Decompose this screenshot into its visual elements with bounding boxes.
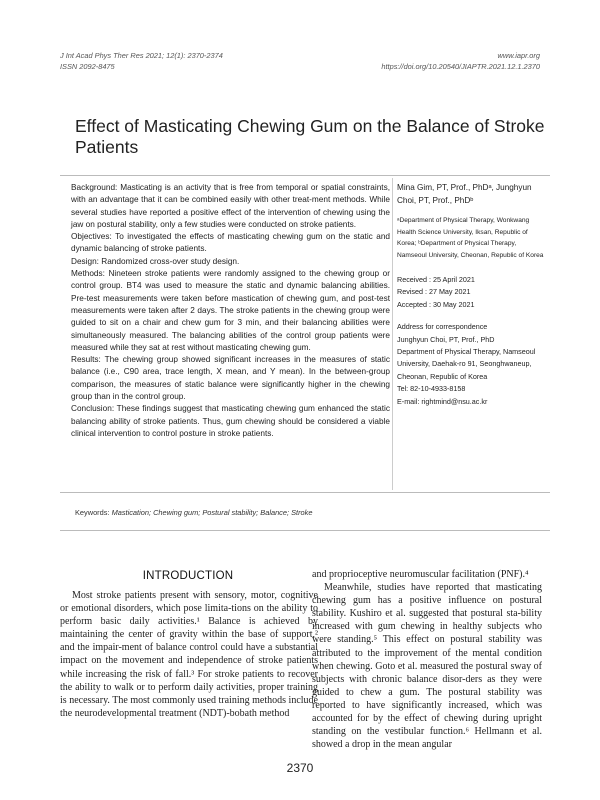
body-column-right bbox=[312, 568, 542, 751]
article-title: Effect of Masticating Chewing Gum on the Balance of Stroke Patients bbox=[75, 116, 545, 157]
journal-links bbox=[381, 50, 540, 72]
body-paragraph: Most stroke patients present with sensory, motor, cognitive or emotional disorders, which pose limita-tions on the ability to perform basic daily activities.¹ Balance is achieved by maintaining the center of gravity within the base of support,² and the impair-ment of balance control could have a substantial impact on the movement and independence of stroke patients while increasing the risk of fall.³ For stroke patients to recover the ability to walk or to perform daily activities, proper training is necessary. The most commonly used training methods include the neurodevelopmental treatment (NDT)-bobath method bbox=[60, 590, 318, 719]
correspondence bbox=[397, 321, 547, 408]
keywords-values: Mastication; Chewing gum; Postural stability; Balance; Stroke bbox=[111, 508, 313, 517]
body-paragraph: Meanwhile, studies have reported that masticating chewing gum has a positive influence on postural stability. Kushiro et al. suggested that postural sta-bility increased with gum chewing in healthy subjects who were standing.⁵ This effect on postural stability was attributed to the improvement of the mental condition when chewing. Goto et al. measured the postural sway of subjects with chronic balance disor-ders as they were guided to chew a gum. The postural stability was reported to have significantly increased, which was accounted for by the effect of chewing during upright standing on the vestibular function.⁶ Hellmann et al. showed a drop in the mean angular bbox=[312, 582, 542, 751]
correspondence-email[interactable]: E-mail: rightmind@nsu.ac.kr bbox=[397, 396, 488, 406]
abstract-methods: Methods: Nineteen stroke patients were randomly assigned to the chewing group or control group. BT4 was used to measure the static and dynamic balancing abilities. Pre-test measurements were taken before mastication of chewing gum, and post-test measurements were taken after 2 days. The stroke patients in the chewing group were guided to sit on a chair and chew gum for 3 min, and their balancing abilities were simultaneously measured. The balancing abilities of the control group patients were measured while they sat at rest without masticating chewing gum. bbox=[71, 269, 390, 352]
article-info bbox=[397, 182, 547, 408]
affiliations: ᵃDepartment of Physical Therapy, Wonkwang Health Science University, Iksan, Republic of Korea; ᵇDepartment of Physical Therapy, Namseoul University, Cheonan, Republic of Korea bbox=[397, 217, 544, 259]
journal-header bbox=[60, 50, 223, 72]
authors: Mina Gim, PT, Prof., PhDᵃ, Junghyun Choi, PT, Prof., PhDᵇ bbox=[397, 183, 532, 205]
revised-date: Revised : 27 May 2021 bbox=[397, 287, 471, 297]
abstract-design: Design: Randomized cross-over study design. bbox=[71, 256, 240, 266]
body-column-left bbox=[60, 589, 318, 720]
article-dates bbox=[397, 274, 547, 311]
abstract bbox=[71, 182, 390, 440]
correspondence-address: Department of Physical Therapy, Namseoul University, Daehak-ro 91, Seonghwaneup, Cheonan, Republic of Korea bbox=[397, 347, 536, 381]
journal-site-link[interactable]: www.iapr.org bbox=[497, 51, 540, 60]
abstract-results: Results: The chewing group showed significant increases in the measures of static balance (i.e., C90 area, trace length, X mean, and Y mean). In the between-group comparison, the measures of static balance were significantly higher in the chewing group than in the control group. bbox=[71, 355, 390, 402]
keywords-label: Keywords: bbox=[75, 508, 110, 517]
abstract-divider bbox=[60, 492, 550, 493]
correspondence-name: Junghyun Choi, PT, Prof., PhD bbox=[397, 334, 495, 344]
correspondence-tel: Tel: 82-10-4933-8158 bbox=[397, 384, 466, 394]
accepted-date: Accepted : 30 May 2021 bbox=[397, 299, 475, 309]
abstract-conclusion: Conclusion: These findings suggest that masticating chewing gum enhanced the static balancing ability of stroke patients. Thus, gum chewing should be considered a viable clinical intervention to control posture in stroke patients. bbox=[71, 404, 390, 438]
title-divider bbox=[60, 175, 550, 176]
journal-issn: ISSN 2092-8475 bbox=[60, 62, 115, 71]
abstract-background: Background: Masticating is an activity that is free from temporal or spatial constraints, with an advantage that it can be combined easily with other treat-ment methods. While several studies have reported a positive effect of the intervention of chewing using the jaw on postural stability, only a few studies were conducted on stroke patients. bbox=[71, 183, 390, 229]
page-number: 2370 bbox=[286, 761, 314, 775]
received-date: Received : 25 April 2021 bbox=[397, 275, 475, 284]
journal-citation: J Int Acad Phys Ther Res 2021; 12(1): 2370-2374 bbox=[60, 51, 223, 60]
abstract-objectives: Objectives: To investigated the effects of masticating chewing gum on the static and dynamic balancing of stroke patients. bbox=[71, 232, 390, 254]
body-paragraph: and proprioceptive neuromuscular facilitation (PNF).⁴ bbox=[312, 569, 529, 580]
column-divider bbox=[392, 178, 393, 490]
correspondence-heading: Address for correspondence bbox=[397, 322, 488, 332]
keywords bbox=[75, 508, 312, 517]
section-heading: INTRODUCTION bbox=[142, 570, 234, 582]
keywords-divider bbox=[60, 530, 550, 531]
doi-link[interactable]: https://doi.org/10.20540/JIAPTR.2021.12.1.2370 bbox=[381, 62, 540, 71]
